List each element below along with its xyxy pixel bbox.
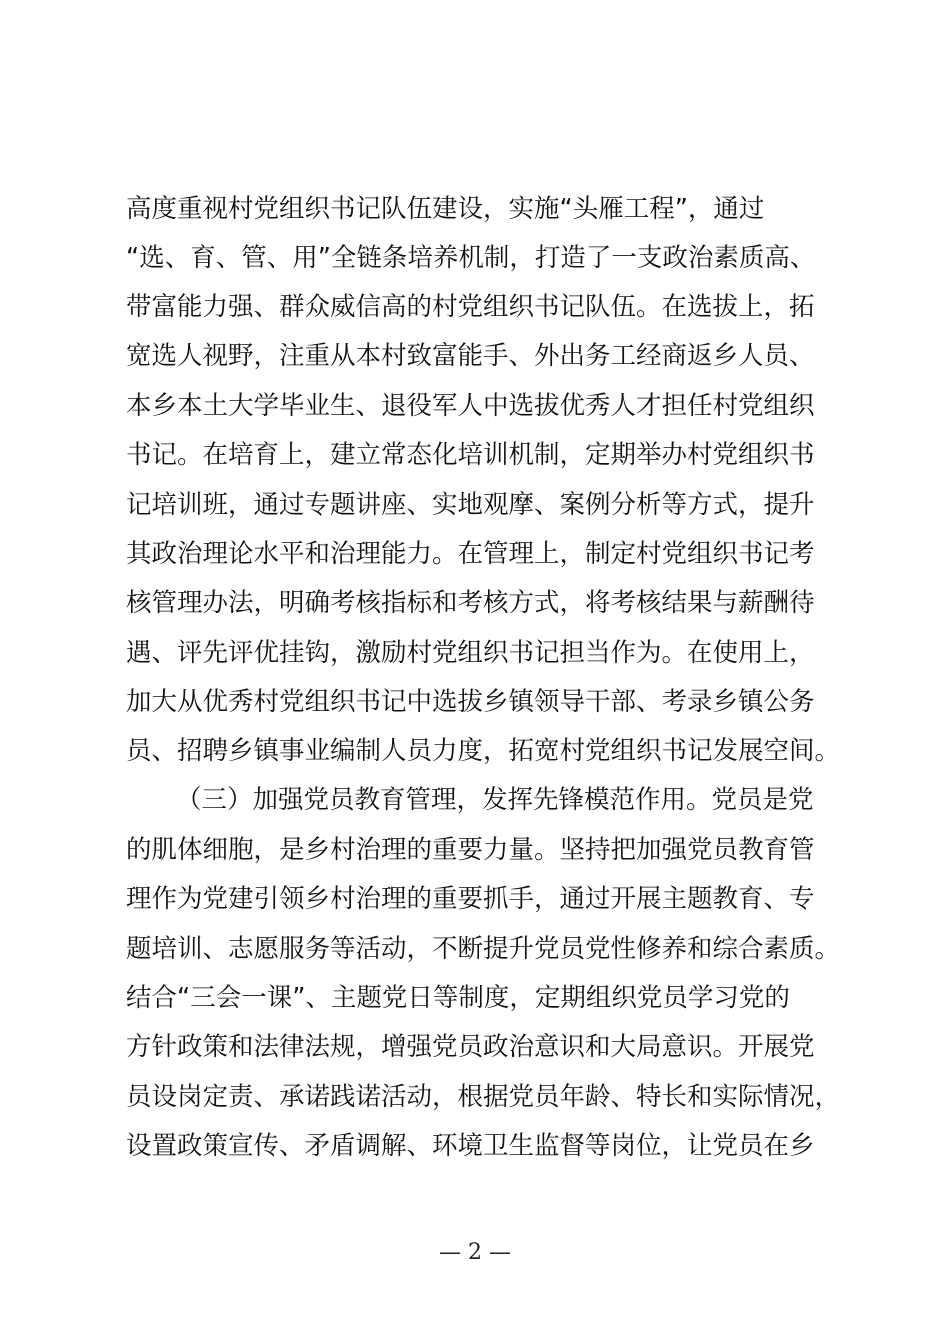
paragraph-line: 遇、评先评优挂钩，激励村党组织书记担当作为。在使用上， bbox=[126, 638, 815, 668]
paragraph-line: 员设岗定责、承诺践诺活动，根据党员年龄、特长和实际情况， bbox=[126, 1082, 841, 1112]
paragraph-line: 本乡本土大学毕业生、退役军人中选拔优秀人才担任村党组织 bbox=[126, 391, 815, 421]
paragraph-line: 的肌体细胞，是乡村治理的重要力量。坚持把加强党员教育管 bbox=[126, 835, 815, 865]
paragraph-line: 带富能力强、群众威信高的村党组织书记队伍。在选拔上，拓 bbox=[126, 292, 815, 322]
paragraph-line: 加大从优秀村党组织书记中选拔乡镇领导干部、考录乡镇公务 bbox=[126, 687, 815, 717]
paragraph-line: 方针政策和法律法规，增强党员政治意识和大局意识。开展党 bbox=[126, 1032, 815, 1062]
paragraph-line: 员、招聘乡镇事业编制人员力度，拓宽村党组织书记发展空间。 bbox=[126, 736, 841, 766]
paragraph-line: 结合“三会一课”、主题党日等制度，定期组织党员学习党的 bbox=[126, 983, 790, 1013]
paragraph-line: 其政治理论水平和治理能力。在管理上，制定村党组织书记考 bbox=[126, 539, 815, 569]
paragraph-line: 设置政策宣传、矛盾调解、环境卫生监督等岗位，让党员在乡 bbox=[126, 1131, 815, 1161]
paragraph-line: 题培训、志愿服务等活动，不断提升党员党性修养和综合素质。 bbox=[126, 934, 841, 964]
paragraph-line: “选、育、管、用”全链条培养机制，打造了一支政治素质高、 bbox=[126, 243, 816, 273]
page-number: — 2 — bbox=[439, 1240, 511, 1265]
paragraph-line: 记培训班，通过专题讲座、实地观摩、案例分析等方式，提升 bbox=[126, 490, 815, 520]
paragraph-line: 宽选人视野，注重从本村致富能手、外出务工经商返乡人员、 bbox=[126, 341, 815, 371]
section-heading-line: （三）加强党员教育管理，发挥先锋模范作用。党员是党 bbox=[176, 785, 814, 815]
paragraph-line: 书记。在培育上，建立常态化培训机制，定期举办村党组织书 bbox=[126, 440, 815, 470]
paragraph-line: 高度重视村党组织书记队伍建设，实施“头雁工程”，通过 bbox=[126, 194, 765, 224]
paragraph-line: 理作为党建引领乡村治理的重要抓手，通过开展主题教育、专 bbox=[126, 884, 815, 914]
paragraph-line: 核管理办法，明确考核指标和考核方式，将考核结果与薪酬待 bbox=[126, 588, 815, 618]
